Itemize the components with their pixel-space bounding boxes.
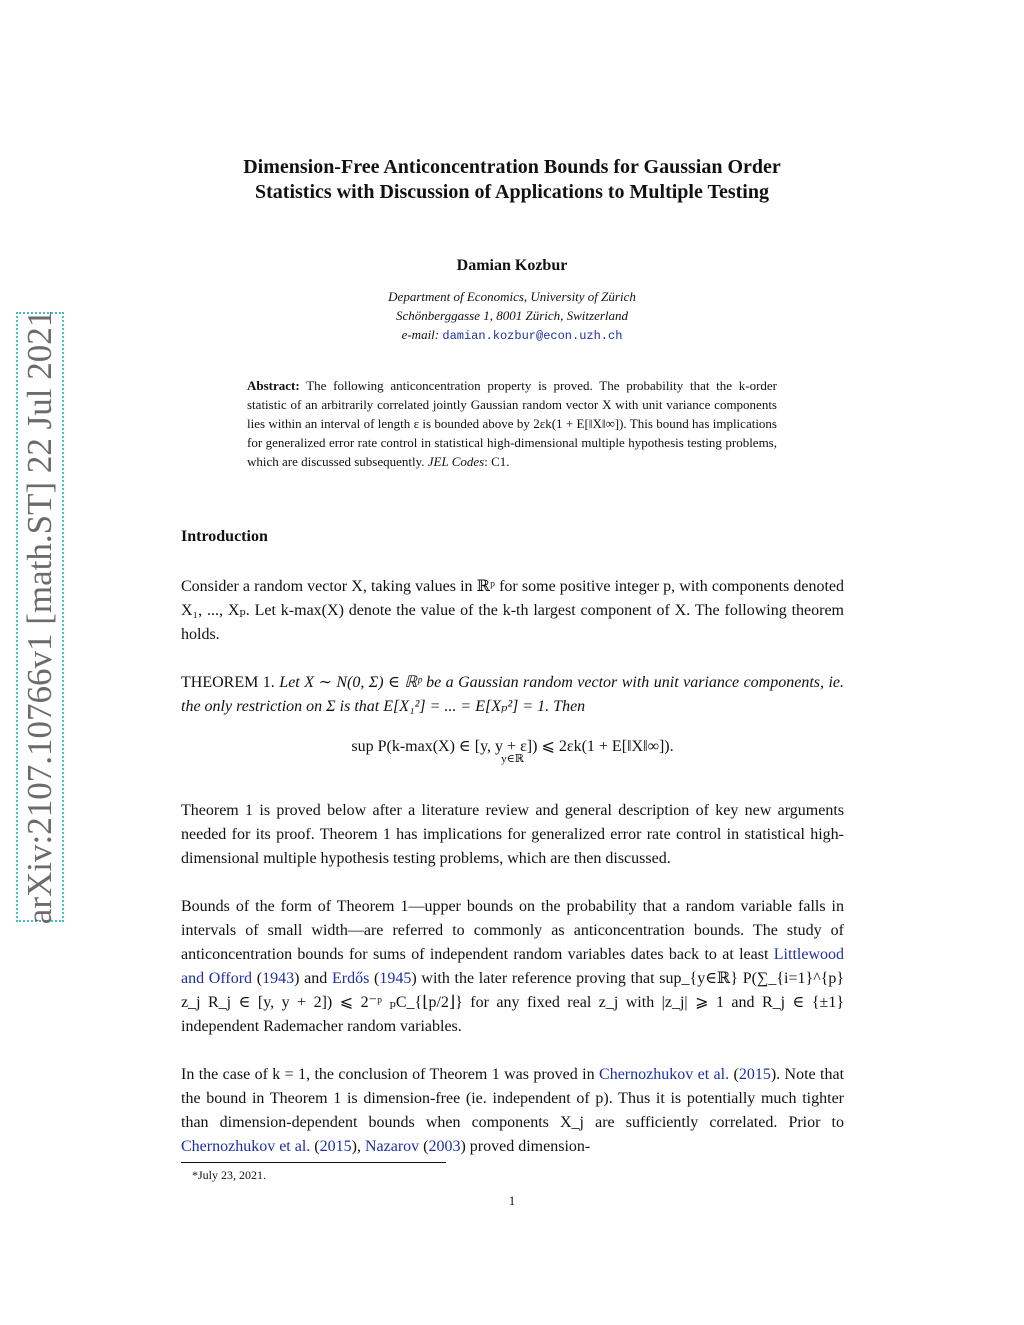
para3-text-a: Bounds of the form of Theorem 1—upper bounds on the probability that a random variable falls in intervals of small width—are referred to commonly as anticoncentration bounds. The study of anticoncentration bounds for sums of independent random variables dates back to at least [181,898,844,963]
cite-chernozhukov[interactable]: Chernozhukov et al. [599,1066,730,1083]
footnote-rule [181,1162,446,1163]
paragraph-4: In the case of k = 1, the conclusion of Theorem 1 was proved in Chernozhukov et al. (2015). Note that the bound in Theorem 1 is dimension-free (ie. independent of p). Thus it is potentially much tighter than dimension-dependent bounds when components X_j are sufficiently correlated. Prior to Chernozhukov et al. (2015), Nazarov (2003) proved dimension- [181,1066,845,1155]
paragraph-1: Consider a random vector X, taking values in ℝᵖ for some positive integer p, with components denoted X₁, ..., Xₚ. Let k-max(X) denote the value of the k-th largest component of X. The following theorem holds. [181,578,844,643]
theorem-1 [181,671,844,719]
section-heading: Introduction [181,528,268,545]
jel-label: JEL Codes [427,454,485,469]
page-number: 1 [508,1193,516,1208]
email-link[interactable]: damian.kozbur@econ.uzh.ch [442,329,623,343]
para4-text-c: proved dimension- [469,1138,591,1155]
email-label: e-mail: [401,327,440,342]
paragraph-2: Theorem 1 is proved below after a literature review and general description of key new arguments needed for its proof. Theorem 1 has implications for generalized error rate control in statistical high-dimensional multiple hypothesis testing problems, which are then discussed. [181,802,844,867]
para4-text-b: Note that the bound in Theorem 1 is dimension-free (ie. independent of p). Thus it is potentially much tighter than dimension-dependent bounds when components X_j are sufficiently correlated. Prior to [181,1066,845,1131]
theorem-text: Let X ∼ N(0, Σ) ∈ ℝᵖ be a Gaussian random vector with unit variance components, ie. the only restriction on Σ is that E[X₁²] = ... = E[Xₚ²] = 1. Then [181,674,845,715]
paper-title [150,155,874,205]
abstract-text: The following anticoncentration property is proved. The probability that the k-order statistic of an arbitrarily correlated jointly Gaussian random vector X with unit variance components lies within an interval of length ε is bounded above by 2εk(1 + E[‖X‖∞]). This bound has implications for generalized error rate control in statistical high-dimensional multiple hypothesis testing problems, which are discussed subsequently. [247,378,778,469]
cite-littlewood[interactable]: Littlewood and Offord [181,946,844,987]
theorem-label: THEOREM 1. [181,674,275,691]
abstract [247,376,777,471]
affiliation-line-2: Schönberggasse 1, 8001 Zürich, Switzerland [395,308,629,323]
paragraph-3: Bounds of the form of Theorem 1—upper bounds on the probability that a random variable falls in intervals of small width—are referred to commonly as anticoncentration bounds. The study of anticoncentration bounds for sums of independent random variables dates back to at least Littlewood and Offord (1943) and Erdős (1945) with the later reference proving that sup_{y∈ℝ} P(∑_{i=1}^{p} z_j R_j ∈ [y, y + 2]) ⩽ 2⁻ᵖ ₚC_{⌊p/2⌋} for any fixed real z_j with |z_j| ⩾ 1 and R_j ∈ {±1} independent Rademacher random variables. [181,898,845,1035]
title-line-1: Dimension-Free Anticoncentration Bounds for Gaussian Order [243,156,781,178]
para4-text-a: In the case of k = 1, the conclusion of Theorem 1 was proved in [181,1066,595,1083]
main-equation [181,736,844,765]
cite-erdos-year[interactable]: 1945 [379,970,412,987]
jel-value: : C1. [484,454,510,469]
para3-text-c: with the later reference proving that sup_{y∈ℝ} P(∑_{i=1}^{p} z_j R_j ∈ [y, y + 2]) ⩽ 2⁻ᵖ ₚC_{⌊p/2⌋} for any fixed real z_j with |z_j| ⩾ 1 and R_j ∈ {±1} independent Rademacher random variables. [181,970,845,1035]
arxiv-stamp [16,309,64,925]
cite-nazarov[interactable]: Nazarov [364,1138,420,1155]
cite-chernozhukov-year[interactable]: 2015 [738,1066,771,1083]
arxiv-stamp-text: arXiv:2107.10766v1 [math.ST] 22 Jul 2021 [20,309,59,925]
para3-text-b: and [304,970,328,987]
abstract-label: Abstract: [247,378,300,393]
cite-chernozhukov-2[interactable]: Chernozhukov et al. [181,1138,311,1155]
email-line [150,327,874,343]
cite-nazarov-year[interactable]: 2003 [428,1138,461,1155]
cite-chernozhukov-2-year[interactable]: 2015 [319,1138,352,1155]
affiliation-line-1: Department of Economics, University of Zürich [388,289,636,304]
title-line-2: Statistics with Discussion of Applications to Multiple Testing [255,181,769,203]
footnote: *July 23, 2021. [192,1168,267,1182]
cite-erdos[interactable]: Erdős [331,970,370,987]
equation-subscript: y∈ℝ [501,753,524,765]
equation-text: sup P(k-max(X) ∈ [y, y + ε]) ⩽ 2εk(1 + E[‖X‖∞]). [351,738,674,755]
cite-littlewood-year[interactable]: 1943 [262,970,295,987]
author-name: Damian Kozbur [456,257,568,274]
